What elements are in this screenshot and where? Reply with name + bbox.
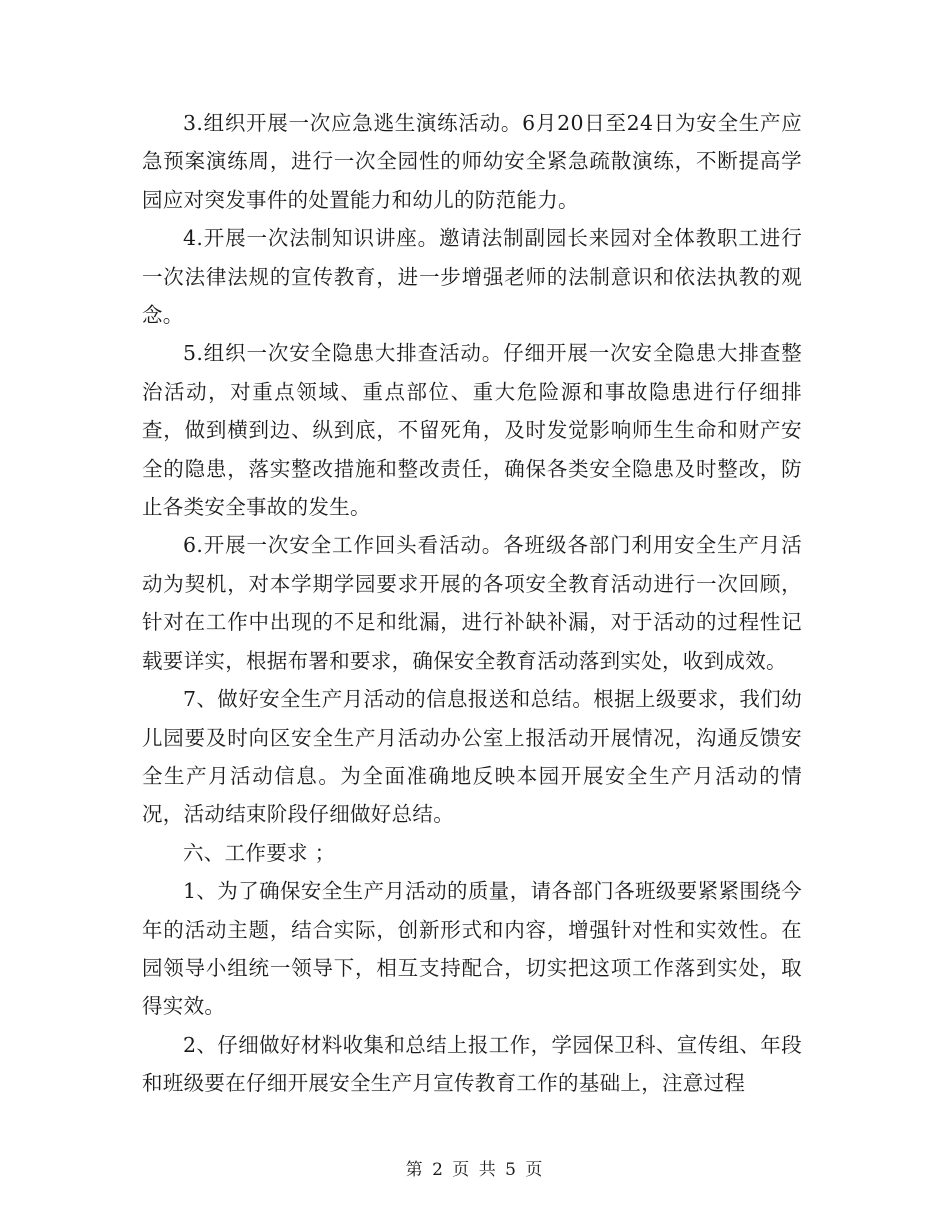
paragraph-item-6: 6.开展一次安全工作回头看活动。各班级各部门利用安全生产月活动为契机，对本学期学园要求开展的各项安全教育活动进行一次回顾，针对在工作中出现的不足和纰漏，进行补缺补漏，对于活动的过程性记载要详实，根据布署和要求，确保安全教育活动落到实处，收到成效。: [142, 533, 802, 673]
requirement-item-2: 2、仔细做好材料收集和总结上报工作，学园保卫科、宣传组、年段和班级要在仔细开展安全生产月宣传教育工作的基础上，注意过程: [142, 1032, 802, 1096]
requirement-item-1: 1、为了确保安全生产月活动的质量，请各部门各班级要紧紧围绕今年的活动主题，结合实际，创新形式和内容，增强针对性和实效性。在园领导小组统一领导下，相互支持配合，切实把这项工作落到实处，取得实效。: [142, 879, 802, 1019]
page-number-footer: 第 2 页 共 5 页: [405, 1160, 545, 1180]
section-heading-work-requirements: 六、工作要求 ；: [183, 840, 336, 865]
paragraph-item-7: 7、做好安全生产月活动的信息报送和总结。根据上级要求，我们幼儿园要及时向区安全生产月活动办公室上报活动开展情况，沟通反馈安全生产月活动信息。为全面准确地反映本园开展安全生产月活动的情况，活动结束阶段仔细做好总结。: [142, 687, 802, 827]
paragraph-item-5: 5.组织一次安全隐患大排查活动。仔细开展一次安全隐患大排查整治活动，对重点领域、重点部位、重大危险源和事故隐患进行仔细排查，做到横到边、纵到底，不留死角，及时发觉影响师生生命和财产安全的隐患，落实整改措施和整改责任，确保各类安全隐患及时整改，防止各类安全事故的发生。: [142, 341, 802, 520]
paragraph-item-4: 4.开展一次法制知识讲座。邀请法制副园长来园对全体教职工进行一次法律法规的宣传教育，进一步增强老师的法制意识和依法执教的观念。: [142, 226, 802, 328]
paragraph-item-3: 3.组织开展一次应急逃生演练活动。6月20日至24日为安全生产应急预案演练周，进行一次全园性的师幼安全紧急疏散演练，不断提高学园应对突发事件的处置能力和幼儿的防范能力。: [142, 111, 802, 212]
document-body: [142, 104, 802, 1103]
